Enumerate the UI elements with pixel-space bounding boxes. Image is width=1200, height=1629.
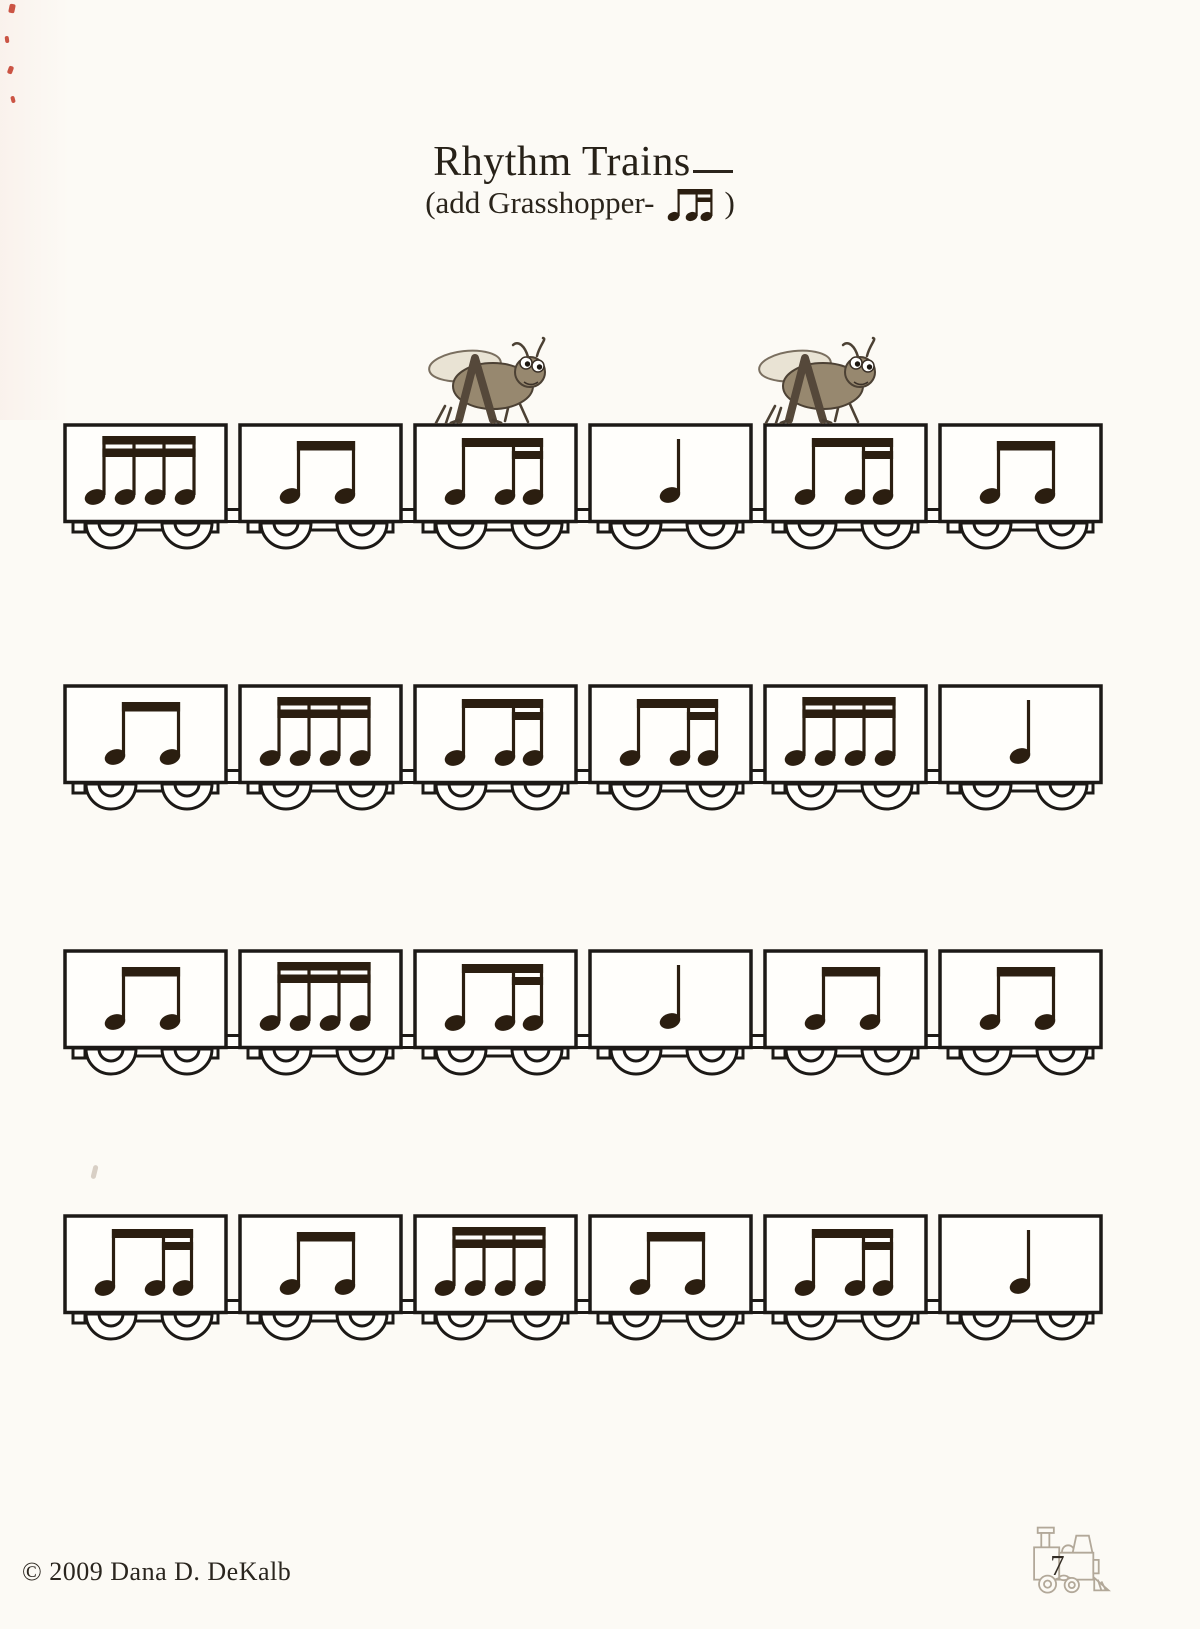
train-car-r1-c6 <box>938 423 1103 563</box>
car-graphic <box>588 423 753 563</box>
train-row-1 <box>63 423 1103 563</box>
grasshopper-figure <box>758 338 875 423</box>
train-row-4 <box>63 1214 1103 1354</box>
copyright: © 2009 Dana D. DeKalb <box>22 1557 292 1586</box>
train-car-r4-c6 <box>938 1214 1103 1354</box>
wheels <box>73 783 218 809</box>
car-graphic <box>763 423 928 563</box>
title-underline <box>693 170 733 173</box>
train-car-r3-c1 <box>63 949 228 1089</box>
wheels <box>773 783 918 809</box>
car-graphic <box>938 949 1103 1089</box>
train-car-r3-c6 <box>938 949 1103 1089</box>
car-graphic <box>63 949 228 1089</box>
wheels <box>423 522 568 548</box>
car-graphic <box>588 1214 753 1354</box>
wheels <box>948 1048 1093 1074</box>
train-car-r1-c3 <box>413 423 578 563</box>
car-graphic <box>763 1214 928 1354</box>
wheels <box>598 1313 743 1339</box>
train-car-r4-c5 <box>763 1214 928 1354</box>
title-text: Rhythm Trains <box>433 139 691 185</box>
wheels <box>773 522 918 548</box>
wheels <box>773 1313 918 1339</box>
train-row-3 <box>63 949 1103 1089</box>
car-graphic <box>938 1214 1103 1354</box>
subtitle-text: (add Grasshopper- <box>425 185 655 220</box>
grasshopper-icon <box>415 336 549 424</box>
car-graphic <box>938 423 1103 563</box>
grasshopper-figure <box>428 338 545 423</box>
grasshopper-icon <box>745 336 879 424</box>
wheels <box>423 783 568 809</box>
wheels <box>73 1313 218 1339</box>
wheels <box>73 522 218 548</box>
train-row-2 <box>63 684 1103 824</box>
train-car-r3-c5 <box>763 949 928 1089</box>
train-car-r4-c3 <box>413 1214 578 1354</box>
scan-artifact <box>7 65 14 74</box>
car-graphic <box>238 684 403 824</box>
train-car-r2-c2 <box>238 684 403 824</box>
scan-artifact <box>8 3 16 13</box>
wheels <box>73 1048 218 1074</box>
scan-artifact <box>10 96 16 104</box>
train-car-r4-c2 <box>238 1214 403 1354</box>
car-graphic <box>413 949 578 1089</box>
page-title <box>0 138 1183 186</box>
train-car-r2-c6 <box>938 684 1103 824</box>
car-graphic <box>763 684 928 824</box>
car-graphic <box>238 949 403 1089</box>
car-graphic <box>413 423 578 563</box>
car-graphic <box>763 949 928 1089</box>
page-subtitle <box>0 184 1180 224</box>
wheels <box>948 783 1093 809</box>
train-car-r1-c4 <box>588 423 753 563</box>
car-graphic <box>413 684 578 824</box>
car-graphic <box>63 423 228 563</box>
subtitle-close-paren: ) <box>724 185 735 220</box>
wheels <box>598 783 743 809</box>
car-graphic <box>63 684 228 824</box>
train-car-r3-c2 <box>238 949 403 1089</box>
train-car-r4-c1 <box>63 1214 228 1354</box>
wheels <box>423 1048 568 1074</box>
scan-artifact <box>5 36 10 43</box>
train-car-r2-c3 <box>413 684 578 824</box>
wheels <box>248 1048 393 1074</box>
wheels <box>948 522 1093 548</box>
car-graphic <box>413 1214 578 1354</box>
car-graphic <box>63 1214 228 1354</box>
train-car-r2-c1 <box>63 684 228 824</box>
page-number: 7 <box>1050 1550 1065 1583</box>
wheels <box>773 1048 918 1074</box>
train-car-r2-c5 <box>763 684 928 824</box>
car-graphic <box>238 423 403 563</box>
train-car-r3-c4 <box>588 949 753 1089</box>
train-car-r2-c4 <box>588 684 753 824</box>
engine-outline <box>1034 1528 1108 1593</box>
car-graphic <box>238 1214 403 1354</box>
train-car-r1-c5 <box>763 423 928 563</box>
wheels <box>948 1313 1093 1339</box>
train-engine-icon <box>1025 1524 1115 1594</box>
wheels <box>598 1048 743 1074</box>
train-car-r1-c1 <box>63 423 228 563</box>
car-graphic <box>938 684 1103 824</box>
wheels <box>248 522 393 548</box>
grasshopper-rhythm-icon <box>664 184 720 224</box>
train-car-r1-c2 <box>238 423 403 563</box>
car-graphic <box>588 684 753 824</box>
wheels <box>248 783 393 809</box>
train-car-r3-c3 <box>413 949 578 1089</box>
car-graphic <box>588 949 753 1089</box>
scan-artifact <box>90 1165 98 1180</box>
wheels <box>423 1313 568 1339</box>
wheels <box>248 1313 393 1339</box>
train-car-r4-c4 <box>588 1214 753 1354</box>
wheels <box>598 522 743 548</box>
